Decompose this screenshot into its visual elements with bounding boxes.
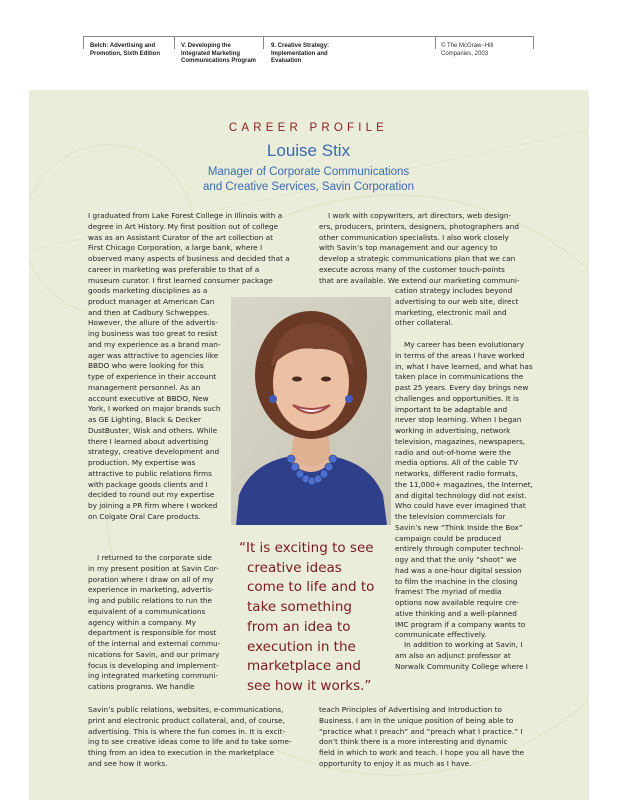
body-text-line: on Colgate Oral Care products.: [88, 511, 201, 521]
body-text-line: production. My expertise was: [88, 458, 196, 467]
body-text-line: advertising to our web site, direct: [395, 296, 519, 306]
body-text-line: in my present position at Savin Cor-: [88, 563, 219, 573]
body-text-line: I returned to the corporate side: [97, 553, 212, 562]
body-text-line: develop a strategic communications plan that we can: [319, 254, 516, 263]
profile-name: Louise Stix: [266, 141, 351, 160]
body-text-line: media options. All of the cable TV: [395, 458, 518, 468]
body-text-line: opportunity to enjoy it as much as I have.: [319, 758, 472, 768]
body-text-line: past 25 years. Every day brings new: [395, 383, 529, 392]
body-text-line: and digital technology did not exist.: [395, 490, 527, 500]
section-label: CAREER PROFILE: [228, 122, 389, 134]
body-text-line: observed many aspects of business and decided that a: [88, 254, 290, 263]
body-text-line: in terms of the areas I have worked: [395, 350, 525, 360]
body-right-teaching: [395, 640, 536, 672]
body-text-line: ogy and that the only “shoot” we: [395, 555, 517, 564]
pull-quote-line: execution in the: [247, 638, 356, 655]
header-divider: [263, 37, 264, 49]
body-text-line: taken place in communications the: [395, 372, 524, 382]
pull-quote-line: see how it works.”: [247, 677, 372, 694]
body-text-line: other communication specialists. I also work closely: [319, 232, 509, 242]
body-left-intro: [88, 211, 302, 286]
body-text-line: and my experience as a brand man-: [88, 339, 221, 349]
body-text-line: BBDO who were looking for this: [88, 361, 204, 371]
body-text-line: account executive at BBDO, New: [88, 393, 209, 403]
body-text-line: agency within a company. My: [88, 617, 196, 627]
body-text-line: campaign could be produced: [395, 533, 502, 543]
header-section: V. Developing the Integrated Marketing Communications Program: [181, 43, 257, 64]
body-left-closing: [88, 705, 302, 770]
body-text-line: “practice what I preach” and “preach what I practice.” I: [319, 726, 523, 736]
body-text-line: nications for Savin, and our primary: [88, 649, 220, 659]
body-text-line: My career has been evolutionary: [404, 340, 525, 349]
body-text-line: Savin’s public relations, websites, e-communications,: [88, 705, 284, 714]
body-text-line: entirely through computer technol-: [395, 544, 524, 554]
pull-quote-line: “It is exciting to see: [239, 540, 374, 556]
pull-quote-line: come to life and to: [247, 579, 375, 596]
body-text-line: as GE Lighting, Black & Decker: [88, 415, 201, 424]
pull-quote-line: creative ideas: [247, 559, 342, 576]
body-text-line: Business. I am in the unique position of being able to: [319, 715, 514, 725]
body-text-line: frames! The myriad of media: [395, 587, 502, 597]
header-copyright: © The McGraw−Hill Companies, 2003: [441, 43, 494, 57]
profile-job-title: Manager of Corporate Communications and Creative Services, Savin Corporation: [203, 166, 414, 193]
body-text-line: York, I worked on major brands such: [88, 404, 221, 414]
body-right-intro: [319, 211, 536, 286]
body-text-line: DustBuster, Wisk and others. While: [88, 425, 218, 435]
body-text-line: of the internal and external commu-: [88, 639, 221, 648]
body-text-line: However, the allure of the advertis-: [88, 318, 218, 328]
body-text-line: cation strategy includes beyond: [395, 286, 513, 295]
body-text-line: cations programs. We handle: [88, 682, 195, 691]
body-text-line: teach Principles of Advertising and Introduction to: [319, 705, 502, 714]
pull-quote: [239, 539, 389, 697]
portrait-photo: [231, 297, 391, 525]
body-text-line: the 11,000+ magazines, the Internet,: [395, 479, 533, 489]
body-text-line: Norwalk Community College where I: [395, 661, 528, 671]
body-text-line: IMC program if a company wants to: [395, 619, 526, 629]
body-text-line: radio and out-of-home were the: [395, 447, 512, 457]
body-text-line: type of experience in their account: [88, 372, 217, 381]
header-divider: [435, 37, 436, 49]
body-left-career: [88, 286, 229, 523]
body-text-line: don’t think there is a more interesting and dynamic: [319, 737, 508, 747]
body-text-line: there I learned about advertising: [88, 436, 209, 446]
body-text-line: focus is developing and implement-: [88, 660, 219, 670]
body-text-line: communicate effectively.: [395, 630, 487, 640]
header-divider: [174, 37, 175, 49]
body-text-line: goods marketing disciplines as a: [88, 286, 208, 295]
body-text-line: Who could have ever imagined that: [395, 501, 526, 511]
body-text-line: ative thinking and a well-planned: [395, 608, 517, 618]
body-text-line: to film the machine in the closing: [395, 576, 518, 586]
body-text-line: First Chicago Corporation, a large bank, where I: [88, 243, 263, 253]
body-text-line: had was a one-hour digital session: [395, 565, 522, 575]
body-text-line: was as an Assistant Curator of the art collection at: [88, 232, 273, 242]
body-text-line: I graduated from Lake Forest College in Illinois with a: [88, 211, 283, 220]
body-text-line: equivalent of a communications: [88, 606, 206, 616]
running-header: [83, 36, 534, 69]
body-text-line: ager was attractive to agencies like: [88, 350, 219, 360]
body-text-line: advertising. This is where the fun comes in. It is excit-: [88, 726, 286, 736]
body-right-strategy: [395, 286, 536, 329]
body-left-savin: [88, 553, 229, 693]
body-text-line: product manager at American Can: [88, 296, 215, 306]
body-text-line: and then at Cadbury Schweppes.: [88, 307, 210, 317]
body-text-line: am also an adjunct professor at: [395, 650, 511, 660]
body-text-line: experience in marketing, advertis-: [88, 585, 214, 595]
body-text-line: other collateral.: [395, 318, 453, 328]
body-text-line: degree in Art History. My first position out of college: [88, 221, 279, 231]
header-divider: [83, 37, 84, 49]
body-text-line: television, magazines, newspapers,: [395, 436, 526, 446]
body-text-line: ing integrated marketing communi-: [88, 671, 219, 681]
body-text-line: field in which to work and teach. I hope you all have the: [319, 748, 525, 757]
body-text-line: print and electronic product collateral, and, of course,: [88, 715, 285, 725]
body-text-line: challenges and opportunities. It is: [395, 393, 519, 403]
header-divider: [533, 37, 534, 49]
body-text-line: marketing, electronic mail and: [395, 307, 507, 317]
body-text-line: ing to see creative ideas come to life and to take some-: [88, 737, 292, 747]
body-text-line: with package goods clients and I: [88, 479, 208, 489]
body-text-line: never stop learning. When I began: [395, 415, 522, 425]
body-text-line: attractive to public relations firms: [88, 468, 212, 478]
pull-quote-line: take something: [247, 599, 352, 616]
body-right-evolution: [395, 340, 536, 641]
body-text-line: options now available require cre-: [395, 598, 520, 607]
body-text-line: the television commercials for: [395, 512, 506, 521]
body-text-line: and see how it works.: [88, 758, 168, 768]
body-text-line: In addition to working at Savin, I: [404, 640, 523, 649]
body-text-line: that are available. We extend our marketing communi-: [319, 275, 520, 285]
body-text-line: important to be adaptable and: [395, 404, 508, 414]
body-text-line: ers, producers, printers, designers, photographers and: [319, 221, 520, 231]
body-text-line: decided to round out my expertise: [88, 490, 215, 500]
pull-quote-line: marketplace and: [247, 658, 361, 675]
body-text-line: management personnel. As an: [88, 382, 201, 392]
body-text-line: Savin’s new “Think Inside the Box”: [395, 522, 523, 532]
body-text-line: ing business was too great to resist: [88, 329, 218, 338]
body-text-line: networks, different radio formats,: [395, 469, 518, 478]
body-text-line: museum curator. I first learned consumer package: [88, 275, 273, 285]
body-text-line: thing from an idea to execution in the marketplace: [88, 748, 275, 757]
body-text-line: ing and public relations to run the: [88, 596, 213, 605]
body-text-line: by joining a PR firm where I worked: [88, 501, 218, 510]
body-text-line: with Savin’s top management and our agency to: [319, 243, 498, 253]
header-book: Belch: Advertising and Promotion, Sixth Edition: [90, 43, 160, 57]
body-text-line: I work with copywriters, art directors, web design-: [328, 211, 512, 220]
body-text-line: in, what I have learned, and what has: [395, 361, 533, 371]
header-chapter: 9. Creative Strategy: Implementation and Evaluation: [271, 43, 330, 64]
body-text-line: poration where I draw on all of my: [88, 574, 214, 584]
pull-quote-line: from an idea to: [247, 618, 351, 635]
body-text-line: department is responsible for most: [88, 628, 217, 638]
body-text-line: working in advertising, network: [395, 426, 511, 435]
body-text-line: strategy, creative development and: [88, 447, 220, 457]
body-text-line: career in marketing was preferable to that of a: [88, 264, 260, 274]
body-right-closing: [319, 705, 536, 770]
body-text-line: execute across many of the customer touch-points: [319, 264, 505, 274]
